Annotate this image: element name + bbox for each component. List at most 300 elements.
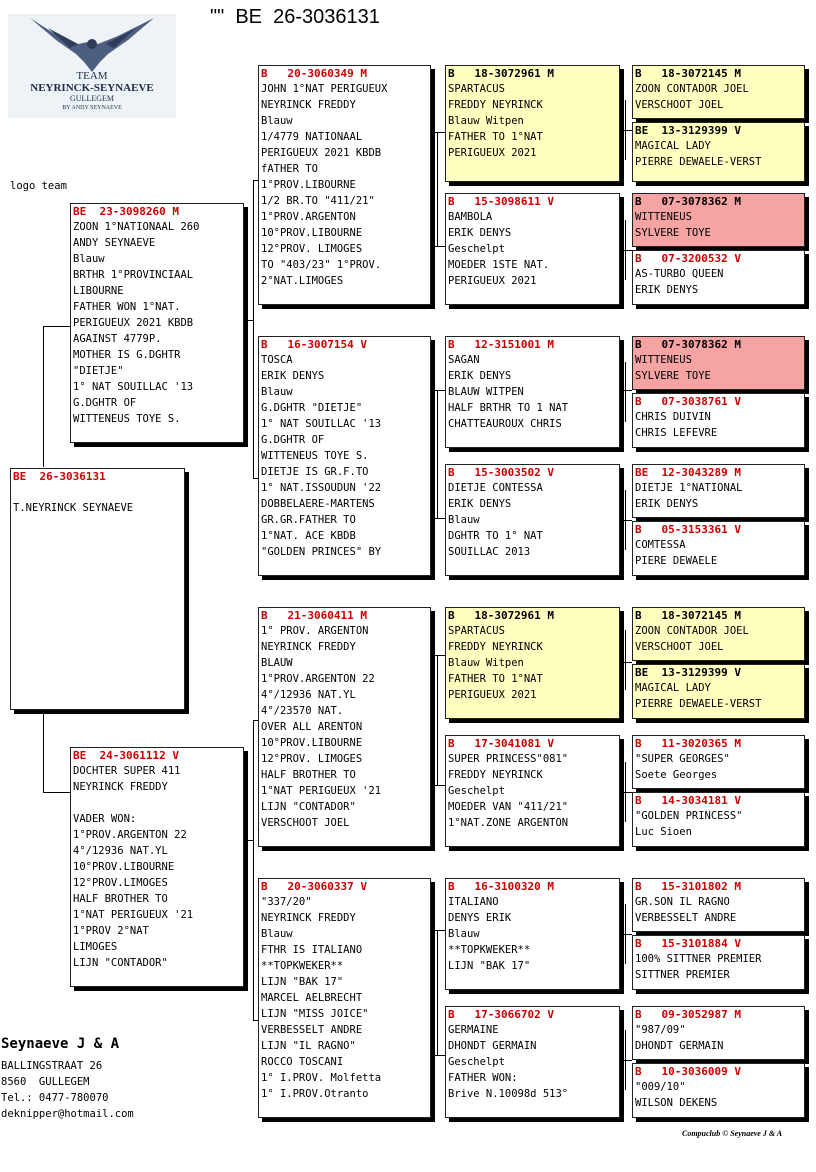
connector — [253, 720, 254, 1020]
sex-marker: M — [734, 195, 741, 208]
pedigree-line: LIJN "MISS JOICE" — [261, 1008, 369, 1020]
pedigree-line: JOHN 1°NAT PERIGUEUX — [261, 83, 388, 95]
pedigree-line: BAMBOLA — [448, 211, 493, 223]
country-code: B — [635, 937, 642, 950]
pedigree-line: Blauw — [261, 115, 293, 127]
pedigree-line: FATHER TO 1°NAT — [448, 673, 543, 685]
pedigree-line: LIJN "BAK 17" — [261, 976, 344, 988]
pedigree-line: MARCEL AELBRECHT — [261, 992, 363, 1004]
pedigree-line: TO "403/23" 1°PROV. — [261, 259, 382, 271]
pedigree-line: Blauw — [448, 928, 480, 940]
pedigree-line: DOBBELAERE-MARTENS — [261, 498, 375, 510]
ring-number-header — [635, 666, 802, 680]
pedigree-line — [73, 795, 241, 811]
pedigree-line — [13, 484, 182, 500]
pedigree-line: 12°PROV. LIMOGES — [261, 243, 363, 255]
pedigree-line: VADER WON: — [73, 813, 137, 825]
ring-number-header — [448, 880, 617, 894]
pedigree-line: FATHER WON 1°NAT. — [73, 301, 181, 313]
ring-number: 05-3153361 — [661, 523, 728, 536]
pedigree-line: SYLVERE TOYE — [635, 227, 711, 239]
gggp-card-10[interactable] — [632, 664, 805, 719]
pedigree-line: "337/20" — [261, 896, 312, 908]
connector — [620, 390, 632, 391]
country-code: B — [261, 880, 268, 893]
ggp-card-sss[interactable] — [445, 65, 620, 182]
pedigree-line: "009/10" — [635, 1081, 686, 1093]
pedigree-line: DHONDT GERMAIN — [448, 1040, 537, 1052]
pedigree-line: 12°PROV. LIMOGES — [261, 753, 363, 765]
connector — [437, 132, 438, 246]
ring-number-header — [635, 1008, 802, 1022]
ring-number-header — [635, 466, 802, 480]
pedigree-line: NEYRINCK FREDDY — [73, 781, 168, 793]
gggp-card-9[interactable] — [632, 607, 805, 661]
pedigree-line: 4°/12936 NAT.YL — [73, 845, 168, 857]
pedigree-line: 1°NAT PERIGUEUX '21 — [73, 909, 194, 921]
pedigree-line: NEYRINCK FREDDY — [261, 99, 356, 111]
ring-number: 20-3060349 — [287, 67, 354, 80]
pedigree-line: Blauw Witpen — [448, 115, 524, 127]
ring-number: 09-3052987 — [661, 1008, 728, 1021]
ggp-card-dds[interactable] — [445, 878, 620, 990]
pedigree-line: LIJN "CONTADOR" — [261, 801, 356, 813]
sex-marker: M — [734, 1008, 741, 1021]
pedigree-line: GERMAINE — [448, 1024, 499, 1036]
country-code: B — [448, 195, 455, 208]
pedigree-line: 1/4779 NATIONAAL — [261, 131, 363, 143]
ggp-card-dsd[interactable] — [445, 735, 620, 847]
pedigree-line: "DIETJE" — [73, 365, 124, 377]
pedigree-line: DIETJE 1°NATIONAL — [635, 482, 743, 494]
ggp-card-sdd[interactable] — [445, 464, 620, 576]
ring-number-header — [448, 338, 617, 352]
connector — [620, 1060, 632, 1061]
country-code: B — [448, 466, 455, 479]
country-code: BE — [73, 205, 87, 218]
pedigree-line: Geschelpt — [448, 1056, 505, 1068]
country-code: B — [635, 737, 642, 750]
logo-caption: logo team — [10, 180, 67, 192]
logo-line-name: NEYRINCK-SEYNAEVE — [30, 82, 154, 94]
sex-marker: V — [734, 666, 741, 679]
pedigree-line: 1°PROV.ARGENTON 22 — [261, 673, 375, 685]
pedigree-line: HALF BROTHER TO — [261, 769, 356, 781]
ring-number-header — [635, 523, 802, 537]
pedigree-line: ERIK DENYS — [448, 227, 512, 239]
connector — [437, 655, 438, 785]
sex-marker: M — [547, 609, 554, 622]
connector — [625, 630, 626, 690]
pedigree-line: ZOON 1°NATIONAAL 260 — [73, 221, 200, 233]
pedigree-line: PERIGUEUX 2021 — [448, 147, 537, 159]
pedigree-line: ITALIANO — [448, 896, 499, 908]
ring-number-header — [448, 737, 617, 751]
pedigree-line: ERIK DENYS — [448, 498, 512, 510]
pedigree-line: HALF BROTHER TO — [73, 893, 168, 905]
ring-number: 18-3072961 — [474, 67, 541, 80]
sex-marker: V — [360, 338, 367, 351]
country-code: B — [261, 67, 268, 80]
ring-number: 17-3066702 — [474, 1008, 541, 1021]
pedigree-line: Blauw — [448, 514, 480, 526]
ring-number: 15-3098611 — [474, 195, 541, 208]
connector — [620, 662, 632, 663]
connector — [43, 326, 44, 467]
logo-line-city: GULLEGEM — [70, 94, 114, 103]
pedigree-line: 1° I.PROV. Molfetta — [261, 1072, 382, 1084]
sex-marker: M — [360, 609, 367, 622]
ring-number-header — [448, 1008, 617, 1022]
pedigree-line: MAGICAL LADY — [635, 140, 711, 152]
pedigree-line: LIMOGES — [73, 941, 118, 953]
ggp-card-dss[interactable] — [445, 607, 620, 719]
sire-card[interactable] — [70, 203, 244, 443]
pedigree-line: FREDDY NEYRINCK — [448, 769, 543, 781]
gggp-card-16[interactable] — [632, 1063, 805, 1118]
pedigree-line: DGHTR TO 1° NAT — [448, 530, 543, 542]
ring-number-header — [448, 609, 617, 623]
pedigree-line: 1°PROV.ARGENTON 22 — [73, 829, 187, 841]
connector — [43, 792, 70, 793]
country-code: B — [448, 880, 455, 893]
connector — [243, 320, 253, 321]
sex-marker: M — [734, 466, 741, 479]
sex-marker: V — [734, 937, 741, 950]
ring-number: 07-3038761 — [661, 395, 728, 408]
ring-number: 23-3098260 — [99, 205, 166, 218]
sex-marker: M — [547, 67, 554, 80]
ring-number: 07-3078362 — [661, 338, 728, 351]
pedigree-line: MOEDER VAN "411/21" — [448, 801, 569, 813]
pedigree-line: VERSCHOOT JOEL — [635, 99, 724, 111]
country-code: B — [261, 609, 268, 622]
pedigree-line: FTHR IS ITALIANO — [261, 944, 363, 956]
ggp-card-sds[interactable] — [445, 336, 620, 448]
ring-number: 10-3036009 — [661, 1065, 728, 1078]
country-code: B — [448, 737, 455, 750]
ggp-card-ddd[interactable] — [445, 1006, 620, 1118]
pedigree-line: PIERRE DEWAELE-VERST — [635, 698, 762, 710]
pedigree-line: HALF BRTHR TO 1 NAT — [448, 402, 569, 414]
country-code: BE — [635, 666, 649, 679]
pedigree-line: CHRIS DUIVIN — [635, 411, 711, 423]
ring-number: 15-3003502 — [474, 466, 541, 479]
pedigree-line: SPARTACUS — [448, 83, 505, 95]
pedigree-line: OVER ALL ARENTON — [261, 721, 363, 733]
pedigree-line: FATHER TO 1°NAT — [448, 131, 543, 143]
ring-number: 14-3034181 — [661, 794, 728, 807]
country-code: B — [635, 395, 642, 408]
pedigree-line: 12°PROV.LIMOGES — [73, 877, 168, 889]
ring-number-header — [635, 794, 802, 808]
sex-marker: M — [734, 609, 741, 622]
gggp-card-3[interactable] — [632, 193, 805, 247]
sex-marker: M — [547, 338, 554, 351]
ring-number: 15-3101802 — [661, 880, 728, 893]
sex-marker: V — [547, 195, 554, 208]
pedigree-line: VERBESSELT ANDRE — [261, 1024, 363, 1036]
connector — [620, 130, 632, 131]
ggp-card-ssd[interactable] — [445, 193, 620, 305]
country-code: B — [635, 523, 642, 536]
ring-number-header — [635, 1065, 802, 1079]
pedigree-line: "GOLDEN PRINCESS" — [635, 810, 743, 822]
sex-marker: M — [734, 737, 741, 750]
pedigree-line: DOCHTER SUPER 411 — [73, 765, 181, 777]
ring-number: 18-3072145 — [661, 609, 728, 622]
connector — [43, 326, 70, 327]
pedigree-line: Brive N.10098d 513° — [448, 1088, 569, 1100]
pedigree-line: ERIK DENYS — [261, 370, 325, 382]
pedigree-line: WITTENEUS — [635, 211, 692, 223]
ring-number-header — [448, 466, 617, 480]
subject-card[interactable] — [10, 468, 185, 710]
pedigree-line: G.DGHTR OF — [73, 397, 137, 409]
gggp-card-4[interactable] — [632, 250, 805, 305]
ring-number-header — [261, 67, 428, 81]
gggp-card-13[interactable] — [632, 878, 805, 932]
connector — [620, 520, 632, 521]
pedigree-line: **TOPKWEKER** — [261, 960, 344, 972]
dam-card[interactable] — [70, 747, 244, 987]
pedigree-line: SOUILLAC 2013 — [448, 546, 531, 558]
pedigree-title: "" BE 26-3036131 — [210, 6, 380, 28]
pedigree-line: Blauw — [73, 253, 105, 265]
country-code: B — [635, 252, 642, 265]
owner-email[interactable]: deknipper@hotmail.com — [1, 1108, 134, 1120]
pedigree-line: 1°PROV.LIBOURNE — [261, 179, 356, 191]
ring-number-header — [13, 470, 182, 484]
gggp-card-2[interactable] — [632, 122, 805, 182]
ring-number-header — [448, 67, 617, 81]
sire-sire-card[interactable] — [258, 65, 431, 305]
pedigree-line: T.NEYRINCK SEYNAEVE — [13, 502, 134, 514]
country-code: B — [448, 609, 455, 622]
sex-marker: V — [734, 794, 741, 807]
ring-number-header — [635, 252, 802, 266]
pedigree-line: "GOLDEN PRINCES" BY — [261, 546, 382, 558]
pedigree-line: ERIK DENYS — [635, 498, 699, 510]
gggp-card-11[interactable] — [632, 735, 805, 789]
pedigree-line: 1° NAT.ISSOUDUN '22 — [261, 482, 382, 494]
pedigree-line: ERIK DENYS — [448, 370, 512, 382]
sex-marker: M — [734, 338, 741, 351]
country-code: B — [635, 1065, 642, 1078]
ring-number: 24-3061112 — [99, 749, 166, 762]
pedigree-line: Blauw — [261, 386, 293, 398]
ring-number: 11-3020365 — [661, 737, 728, 750]
ring-number: 16-3007154 — [287, 338, 354, 351]
pedigree-line: DIETJE CONTESSA — [448, 482, 543, 494]
country-code: BE — [635, 124, 649, 137]
pedigree-line: WITTENEUS — [635, 354, 692, 366]
connector — [437, 390, 438, 518]
country-code: B — [635, 1008, 642, 1021]
sex-marker: M — [172, 205, 179, 218]
pedigree-line: LIBOURNE — [73, 285, 124, 297]
gggp-card-15[interactable] — [632, 1006, 805, 1060]
ring-number-header — [261, 609, 428, 623]
pedigree-line: G.DGHTR "DIETJE" — [261, 402, 363, 414]
ring-number: 13-3129399 — [661, 124, 728, 137]
pedigree-line: PERIGUEUX 2021 KBDB — [73, 317, 194, 329]
ring-number: 17-3041081 — [474, 737, 541, 750]
pedigree-line: VERBESSELT ANDRE — [635, 912, 737, 924]
ring-number: 26-3036131 — [39, 470, 106, 483]
pedigree-line: LIJN "CONTADOR" — [73, 957, 168, 969]
pedigree-line: SPARTACUS — [448, 625, 505, 637]
sex-marker: V — [734, 252, 741, 265]
pedigree-line: WILSON DEKENS — [635, 1097, 718, 1109]
pedigree-line: "SUPER GEORGES" — [635, 753, 730, 765]
owner-name: Seynaeve J & A — [1, 1036, 120, 1052]
country-code: BE — [635, 466, 649, 479]
sex-marker: V — [547, 466, 554, 479]
pedigree-line: CHATTEAUROUX CHRIS — [448, 418, 562, 430]
dam-dam-card[interactable] — [258, 878, 431, 1118]
pedigree-line: PERIGUEUX 2021 — [448, 275, 537, 287]
ring-number-header — [261, 338, 428, 352]
ring-number: 18-3072145 — [661, 67, 728, 80]
sex-marker: V — [734, 124, 741, 137]
pedigree-line: SITTNER PREMIER — [635, 969, 730, 981]
ring-number-header — [635, 880, 802, 894]
pedigree-line: 100% SITTNER PREMIER — [635, 953, 762, 965]
pedigree-line: FREDDY NEYRINCK — [448, 99, 543, 111]
ring-number-header — [635, 395, 802, 409]
pedigree-line: PIERRE DEWAELE-VERST — [635, 156, 762, 168]
owner-city: 8560 GULLEGEM — [1, 1076, 90, 1088]
pedigree-line: 10°PROV.LIBOURNE — [73, 861, 175, 873]
pedigree-line: Geschelpt — [448, 785, 505, 797]
dam-sire-card[interactable] — [258, 607, 431, 847]
country-code: BE — [13, 470, 27, 483]
connector — [620, 934, 632, 935]
pedigree-line: 1°PROV 2°NAT — [73, 925, 149, 937]
country-code: B — [635, 338, 642, 351]
pedigree-line: GR.GR.FATHER TO — [261, 514, 356, 526]
pedigree-line: LIJN "BAK 17" — [448, 960, 531, 972]
pedigree-line: PIERE DEWAELE — [635, 555, 718, 567]
ring-number-header — [261, 880, 428, 894]
gggp-card-6[interactable] — [632, 393, 805, 448]
country-code: B — [635, 609, 642, 622]
pedigree-line: BLAUW — [261, 657, 293, 669]
ring-number-header — [635, 195, 802, 209]
connector — [253, 180, 254, 478]
pedigree-line: 1° NAT SOUILLAC '13 — [73, 381, 194, 393]
gggp-card-1[interactable] — [632, 65, 805, 119]
pedigree-line: ANDY SEYNAEVE — [73, 237, 156, 249]
pedigree-line: 2°NAT.LIMOGES — [261, 275, 344, 287]
pedigree-line: FREDDY NEYRINCK — [448, 641, 543, 653]
pedigree-line: ZOON CONTADOR JOEL — [635, 625, 749, 637]
connector — [430, 518, 445, 519]
connector — [430, 246, 445, 247]
country-code: B — [635, 794, 642, 807]
connector — [620, 250, 632, 251]
footer-credit: Compuclub © Seynaeve J & A — [682, 1129, 783, 1138]
connector — [430, 1055, 445, 1056]
gggp-card-12[interactable] — [632, 792, 805, 847]
ring-number: 12-3043289 — [661, 466, 728, 479]
gggp-card-8[interactable] — [632, 521, 805, 576]
pedigree-line: LIJN "IL RAGNO" — [261, 1040, 356, 1052]
ring-number: 18-3072961 — [474, 609, 541, 622]
pedigree-line: Geschelpt — [448, 243, 505, 255]
pedigree-line: 1°NAT PERIGUEUX '21 — [261, 785, 382, 797]
sex-marker: V — [172, 749, 179, 762]
pedigree-line: VERSCHOOT JOEL — [635, 641, 724, 653]
pedigree-line: 10°PROV.LIBOURNE — [261, 737, 363, 749]
pedigree-line: MAGICAL LADY — [635, 682, 711, 694]
sex-marker: V — [547, 1008, 554, 1021]
owner-street: BALLINGSTRAAT 26 — [1, 1060, 103, 1072]
pedigree-line: fATHER TO — [261, 163, 318, 175]
ring-number-header — [635, 737, 802, 751]
country-code: B — [635, 195, 642, 208]
connector — [243, 840, 253, 841]
ring-number-header — [73, 749, 241, 763]
pedigree-line: NEYRINCK FREDDY — [261, 912, 356, 924]
gggp-card-7[interactable] — [632, 464, 805, 518]
pedigree-line: 1/2 BR.TO "411/21" — [261, 195, 375, 207]
pedigree-line: ROCCO TOSCANI — [261, 1056, 344, 1068]
ring-number-header — [635, 124, 802, 138]
pedigree-line: Soete Georges — [635, 769, 718, 781]
gggp-card-5[interactable] — [632, 336, 805, 390]
sex-marker: M — [734, 880, 741, 893]
ring-number-header — [635, 937, 802, 951]
pedigree-line: 10°PROV.LIBOURNE — [261, 227, 363, 239]
connector — [430, 785, 445, 786]
sex-marker: V — [360, 880, 367, 893]
ring-number-header — [635, 67, 802, 81]
logo-line-by: BY ANDY SEYNAEVE — [62, 105, 122, 111]
pedigree-line: Luc Sioen — [635, 826, 692, 838]
pedigree-line: 4°/23570 NAT. — [261, 705, 344, 717]
gggp-card-14[interactable] — [632, 935, 805, 990]
pedigree-line: ZOON CONTADOR JOEL — [635, 83, 749, 95]
pedigree-line: "987/09" — [635, 1024, 686, 1036]
country-code: BE — [73, 749, 87, 762]
sex-marker: V — [734, 1065, 741, 1078]
pedigree-line: BRTHR 1°PROVINCIAAL — [73, 269, 194, 281]
pedigree-line: SAGAN — [448, 354, 480, 366]
pedigree-line: SYLVERE TOYE — [635, 370, 711, 382]
connector — [43, 710, 44, 792]
sire-dam-card[interactable] — [258, 336, 431, 576]
country-code: B — [448, 1008, 455, 1021]
pedigree-line: FATHER WON: — [448, 1072, 518, 1084]
team-logo — [8, 14, 176, 118]
pedigree-line: 1°NAT.ZONE ARGENTON — [448, 817, 569, 829]
pedigree-line: ERIK DENYS — [635, 284, 699, 296]
pedigree-line: AGAINST 4779P. — [73, 333, 162, 345]
country-code: B — [635, 880, 642, 893]
pedigree-line: COMTESSA — [635, 539, 686, 551]
pedigree-line: 4°/12936 NAT.YL — [261, 689, 356, 701]
sex-marker: M — [547, 880, 554, 893]
pedigree-line: VERSCHOOT JOEL — [261, 817, 350, 829]
pedigree-line: GR.SON IL RAGNO — [635, 896, 730, 908]
pedigree-line: 1°PROV.ARGENTON — [261, 211, 356, 223]
connector — [620, 792, 632, 793]
ring-number: 07-3078362 — [661, 195, 728, 208]
logo-line-team: TEAM — [76, 70, 108, 82]
pedigree-line: CHRIS LEFEVRE — [635, 427, 718, 439]
